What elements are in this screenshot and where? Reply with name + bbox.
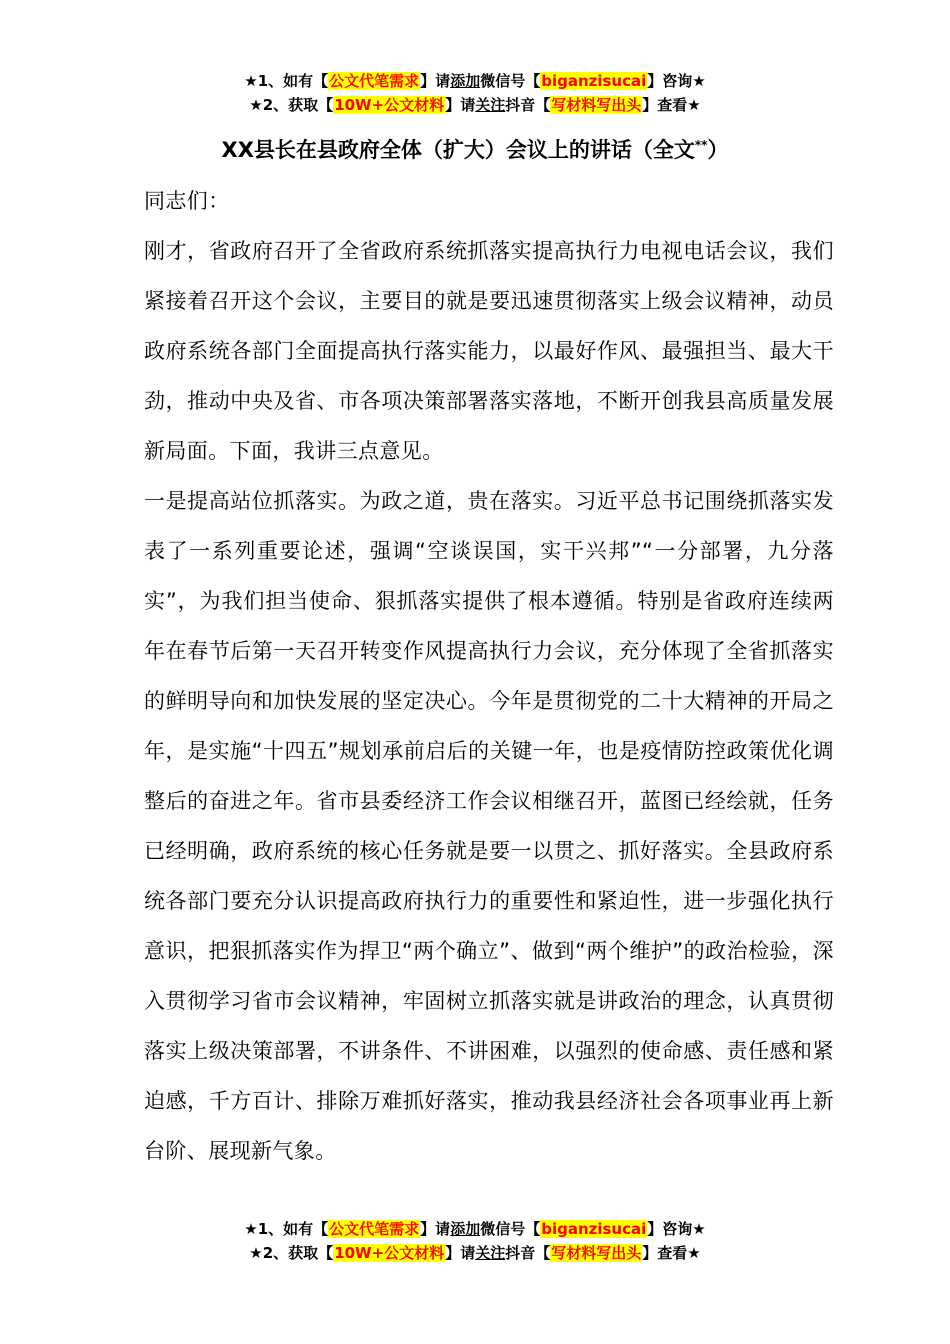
promo-text: 】查看★ — [642, 96, 701, 114]
promo-underline-add: 添加 — [450, 1220, 481, 1238]
promo-line-2 — [0, 1241, 950, 1265]
promo-text: 】咨询★ — [647, 72, 706, 90]
promo-banner-top — [0, 69, 950, 117]
promo-highlight-service: 公文代笔需求 — [329, 72, 420, 90]
promo-text: 】请 — [445, 96, 476, 114]
promo-banner-bottom — [0, 1217, 950, 1265]
promo-highlight-wechat-id: biganzisucai — [541, 72, 647, 90]
promo-line-1 — [0, 1217, 950, 1241]
title-close: ） — [707, 138, 729, 162]
paragraph-intro: 刚才，省政府召开了全省政府系统抓落实提高执行力电视电话会议，我们紧接着召开这个会议，主要目的就是要迅速贯彻落实上级会议精神，动员政府系统各部门全面提高执行落实能力，以最好作风、最强担当、最大干劲，推动中央及省、市各项决策部署落实落地，不断开创我县高质量发展新局面。下面，我讲三点意见。 — [144, 239, 834, 463]
promo-text: 】请 — [445, 1244, 476, 1262]
title-text: XX县长在县政府全体（扩大）会议上的讲话（全文 — [221, 138, 695, 162]
promo-text: ★1、如有【 — [244, 72, 329, 90]
promo-highlight-douyin: 写材料写出头 — [551, 1244, 642, 1262]
promo-line-2 — [0, 93, 950, 117]
promo-highlight-materials: 10W+公文材料 — [334, 96, 445, 114]
paragraph-point-one: 一是提高站位抓落实。为政之道，贵在落实。习近平总书记围绕抓落实发表了一系列重要论述，强调“空谈误国，实干兴邦”“一分部署，九分落实”，为我们担当使命、狠抓落实提供了根本遵循。特别是省政府连续两年在春节后第一天召开转变作风提高执行力会议，充分体现了全省抓落实的鲜明导向和加快发展的坚定决心。今年是贯彻党的二十大精神的开局之年，是实施“十四五”规划承前启后的关键一年，也是疫情防控政策优化调整后的奋进之年。省市县委经济工作会议相继召开，蓝图已经绘就，任务已经明确，政府系统的核心任务就是要一以贯之、抓好落实。全县政府系统各部门要充分认识提高政府执行力的重要性和紧迫性，进一步强化执行意识，把狠抓落实作为捍卫“两个确立”、做到“两个维护”的政治检验，深入贯彻学习省市会议精神，牢固树立抓落实就是讲政治的理念，认真贯彻落实上级决策部署，不讲条件、不讲困难，以强烈的使命感、责任感和紧迫感，千方百计、排除万难抓好落实，推动我县经济社会各项事业再上新台阶、展现新气象。 — [144, 489, 834, 1163]
promo-underline-follow: 关注 — [475, 96, 506, 114]
promo-text: 抖音【 — [505, 1244, 551, 1262]
promo-highlight-materials: 10W+公文材料 — [334, 1244, 445, 1262]
promo-text: ★1、如有【 — [244, 1220, 329, 1238]
promo-highlight-wechat-id: biganzisucai — [541, 1220, 647, 1238]
salutation: 同志们： — [144, 189, 230, 213]
promo-underline-add: 添加 — [450, 72, 481, 90]
promo-text: 】请 — [420, 72, 451, 90]
promo-text: 】咨询★ — [647, 1220, 706, 1238]
promo-text: ★2、获取【 — [249, 96, 334, 114]
promo-text: ★2、获取【 — [249, 1244, 334, 1262]
promo-line-1 — [0, 69, 950, 93]
promo-highlight-service: 公文代笔需求 — [329, 1220, 420, 1238]
promo-text: 抖音【 — [505, 96, 551, 114]
promo-text: 】查看★ — [642, 1244, 701, 1262]
promo-underline-follow: 关注 — [475, 1244, 506, 1262]
promo-text: 微信号【 — [480, 1220, 541, 1238]
document-body — [144, 176, 834, 1176]
promo-highlight-douyin: 写材料写出头 — [551, 96, 642, 114]
promo-text: 微信号【 — [480, 72, 541, 90]
title-mark: ** — [694, 138, 708, 152]
promo-text: 】请 — [420, 1220, 451, 1238]
document-title — [0, 128, 950, 167]
